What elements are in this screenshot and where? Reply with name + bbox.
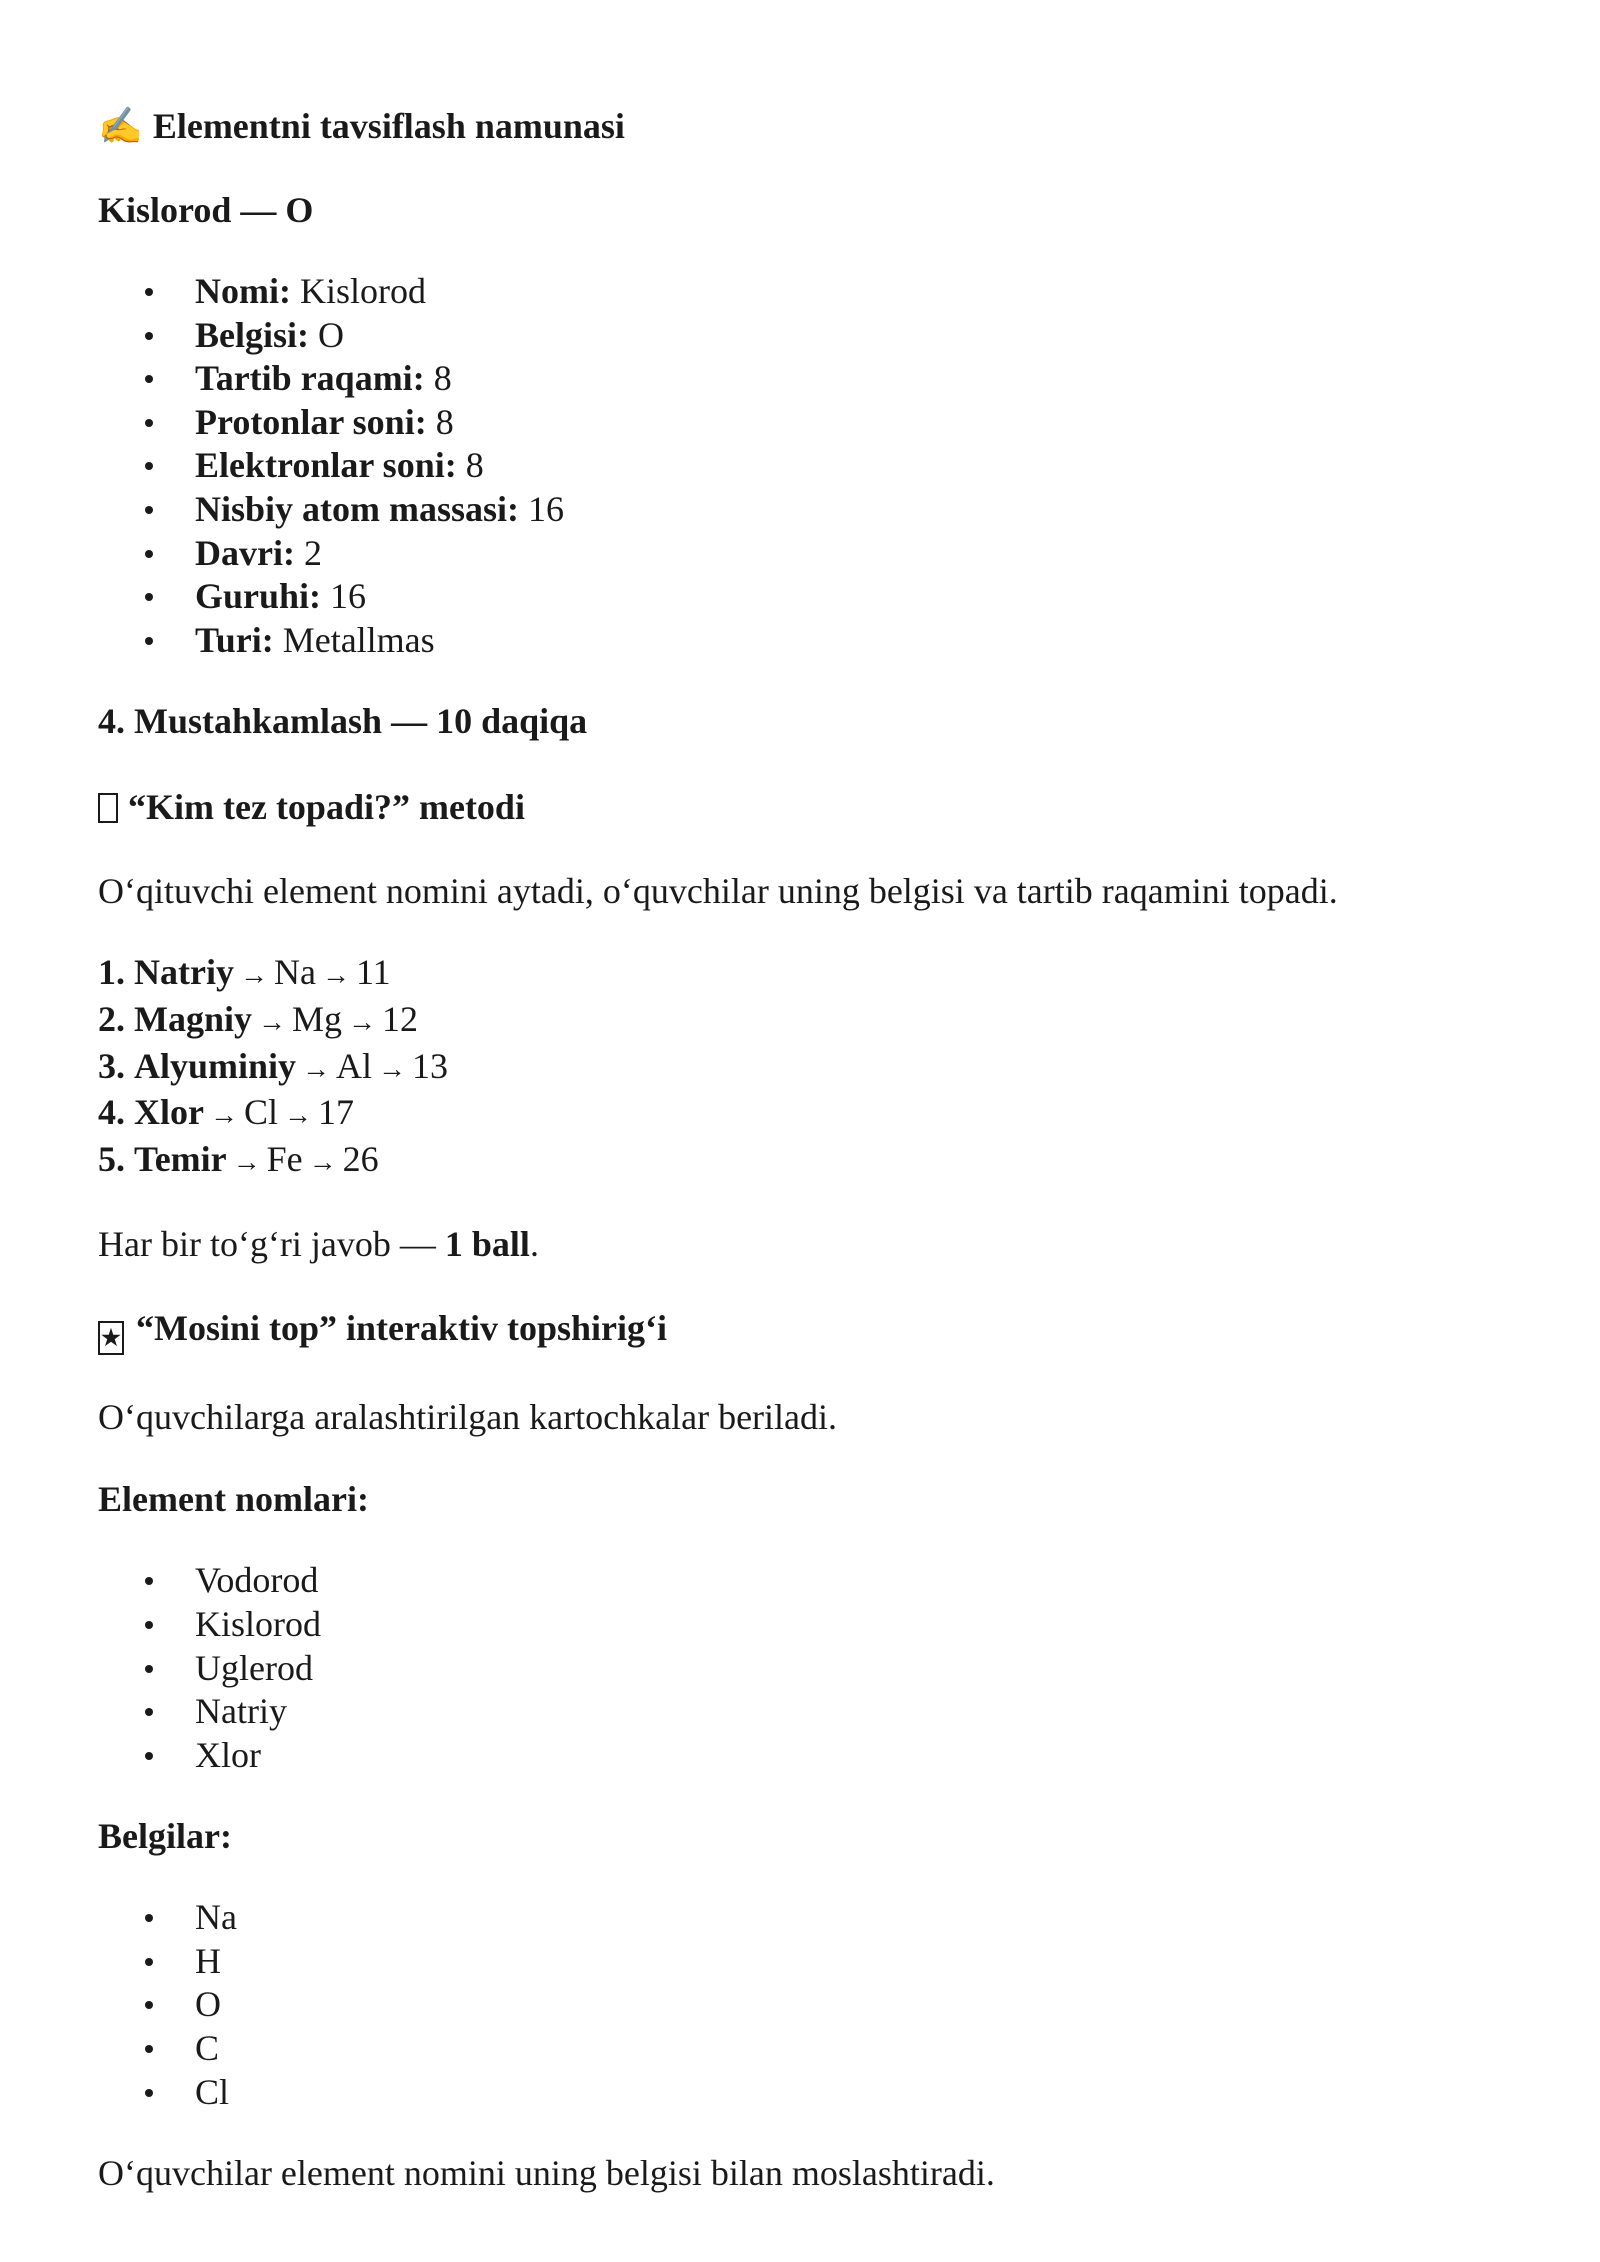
symbols-heading: Belgilar: — [98, 1816, 232, 1857]
list-item: Elektronlar soni: 8 — [98, 444, 1518, 488]
list-item: H — [98, 1940, 1518, 1984]
method2-description: O‘quvchilarga aralashtirilgan kartochkalar beriladi. — [98, 1397, 838, 1438]
list-item: Turi: Metallmas — [98, 619, 1518, 663]
list-item: Davri: 2 — [98, 532, 1518, 576]
list-item: Vodorod — [98, 1559, 1518, 1603]
list-item: Xlor — [98, 1734, 1518, 1778]
bullet — [145, 2001, 153, 2009]
bullet — [145, 332, 153, 340]
bullet — [145, 1621, 153, 1629]
bullet — [145, 1958, 153, 1966]
element-names-list — [98, 1559, 1518, 1777]
bullet — [145, 419, 153, 427]
bullet — [145, 637, 153, 645]
element-quiz-list — [98, 951, 1518, 1184]
section-title-description-sample: ✍ Elementni tavsiflash namunasi — [98, 106, 625, 146]
bullet — [145, 1914, 153, 1922]
list-item: Nomi: Kislorod — [98, 270, 1518, 314]
method-title-who-finds-fast: “Kim tez topadi?” metodi — [98, 785, 1518, 829]
bullet — [145, 1577, 153, 1585]
bullet — [145, 1752, 153, 1760]
writing-hand-icon: ✍ — [98, 106, 143, 146]
bullet — [145, 550, 153, 558]
star-box-icon: ★ — [98, 1321, 124, 1355]
list-item: Belgisi: O — [98, 314, 1518, 358]
list-item: 1. Natriy → Na → 11 — [98, 952, 391, 993]
bullet — [145, 375, 153, 383]
list-item: 3. Alyuminiy → Al → 13 — [98, 1045, 449, 1086]
bullet — [145, 593, 153, 601]
list-item: Kislorod — [98, 1603, 1518, 1647]
list-item: Nisbiy atom massasi: 16 — [98, 488, 1518, 532]
symbols-list — [98, 1896, 1518, 2114]
bullet — [145, 2089, 153, 2097]
method-title-find-match: ★ “Mosini top” interaktiv topshirig‘i — [98, 1306, 1518, 1355]
bullet — [145, 1708, 153, 1716]
list-item: Guruhi: 16 — [98, 575, 1518, 619]
bullet — [145, 288, 153, 296]
list-item: Tartib raqami: 8 — [98, 357, 1518, 401]
list-item: 5. Temir → Fe → 26 — [98, 1138, 379, 1179]
element-properties-list — [98, 270, 1518, 662]
section-title-reinforcement: 4. Mustahkamlash — 10 daqiqa — [98, 701, 588, 742]
list-item: Cl — [98, 2071, 1518, 2115]
bullet — [145, 1665, 153, 1673]
list-item: O — [98, 1983, 1518, 2027]
element-heading: Kislorod — O — [98, 190, 314, 230]
missing-glyph-icon — [98, 793, 118, 823]
bullet — [145, 462, 153, 470]
bullet — [145, 2045, 153, 2053]
list-item: Natriy — [98, 1690, 1518, 1734]
document-page — [98, 98, 1518, 2195]
list-item: 4. Xlor → Cl → 17 — [98, 1092, 354, 1133]
list-item: Na — [98, 1896, 1518, 1940]
conclusion: O‘quvchilar element nomini uning belgisi bilan moslashtiradi. — [98, 2153, 995, 2194]
list-item: Uglerod — [98, 1647, 1518, 1691]
list-item: C — [98, 2027, 1518, 2071]
bullet — [145, 506, 153, 514]
method-description: O‘qituvchi element nomini aytadi, o‘quvchilar uning belgisi va tartib raqamini topadi. — [98, 871, 1338, 912]
element-names-heading: Element nomlari: — [98, 1479, 369, 1520]
list-item: 2. Magniy → Mg → 12 — [98, 998, 419, 1039]
list-item: Protonlar soni: 8 — [98, 401, 1518, 445]
score-note: Har bir to‘g‘ri javob — 1 ball. — [98, 1224, 539, 1265]
